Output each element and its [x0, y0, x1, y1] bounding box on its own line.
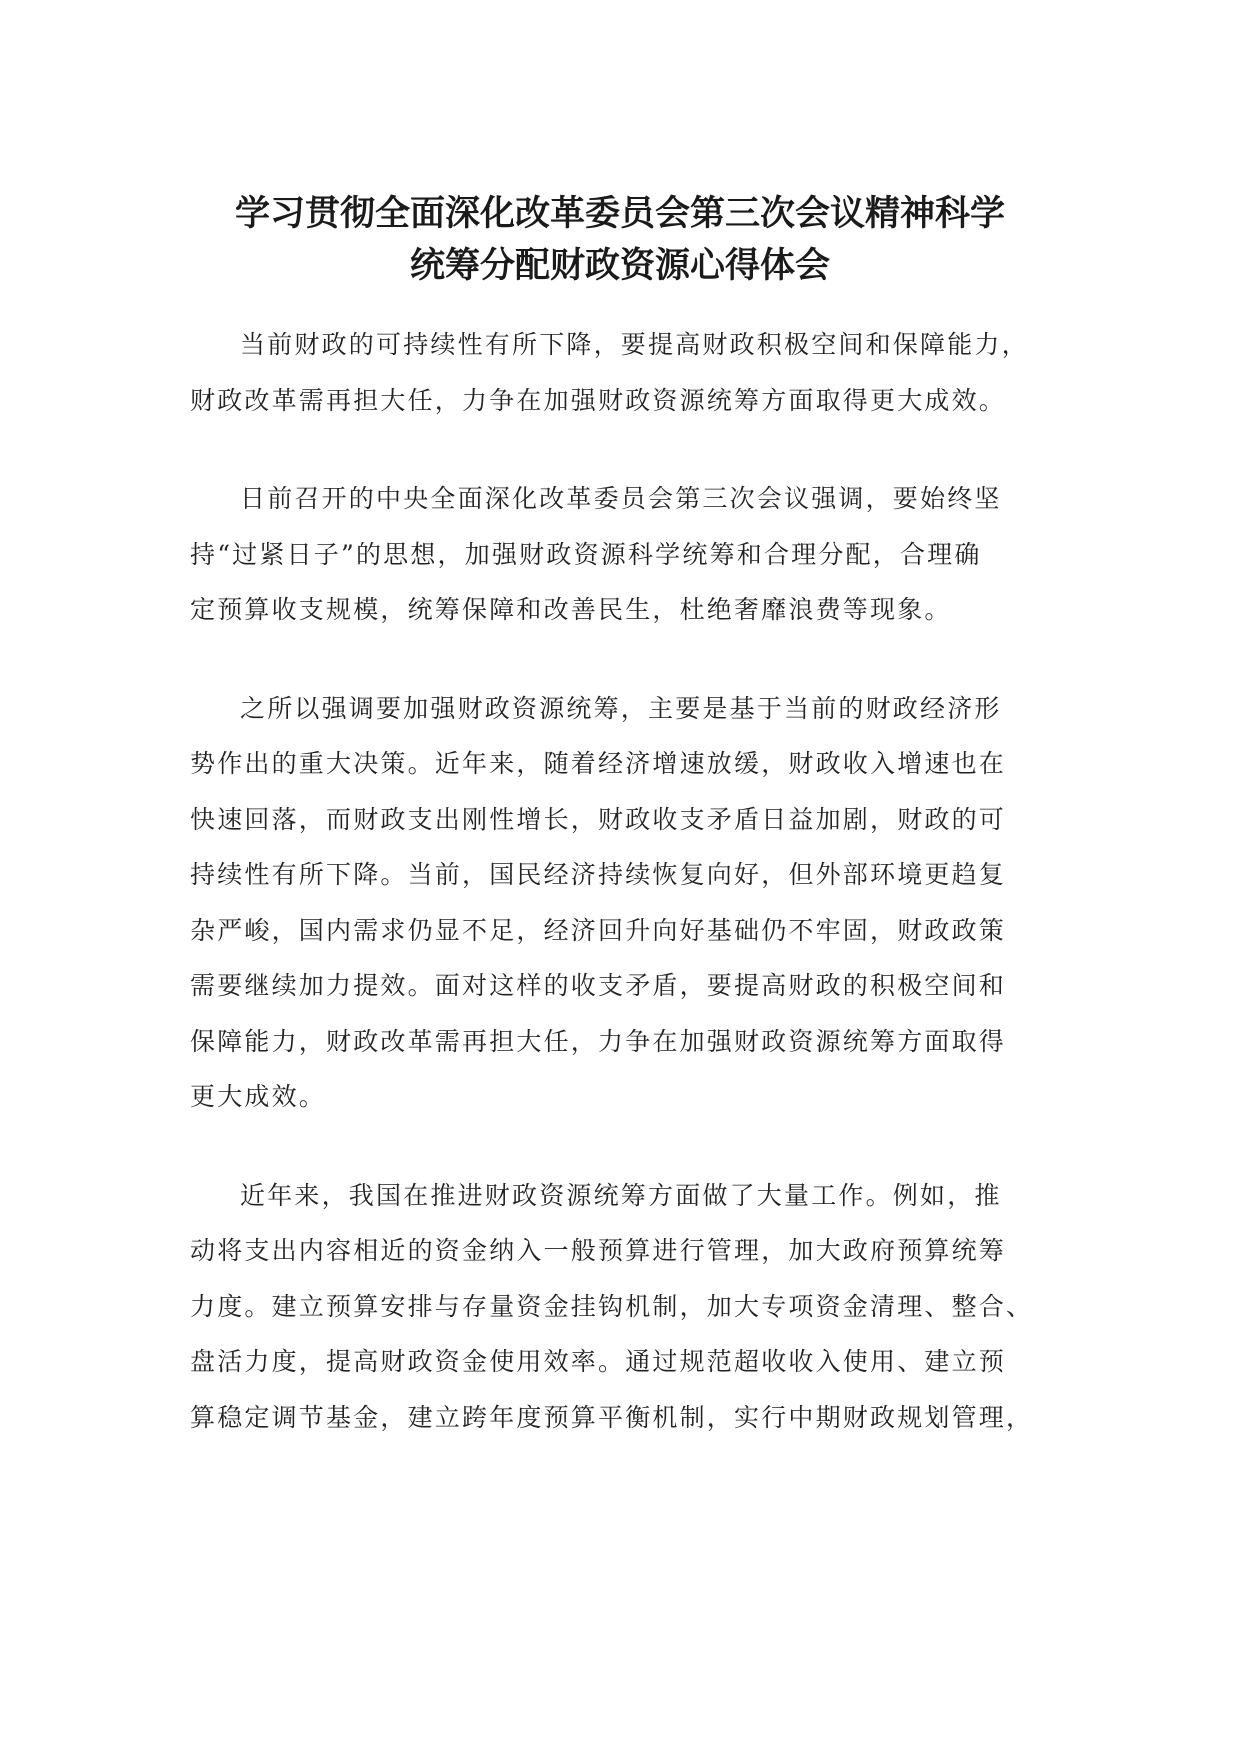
paragraph-line: 势作出的重大决策。近年来，随着经济增速放缓，财政收入增速也在 — [190, 749, 1007, 778]
title-line-2: 统筹分配财政资源心得体会 — [409, 246, 830, 286]
paragraph-line: 动将支出内容相近的资金纳入一般预算进行管理，加大政府预算统筹 — [190, 1236, 1007, 1265]
paragraph-line: 更大成效。 — [190, 1082, 327, 1111]
paragraph-line: 持“过紧日子”的思想，加强财政资源科学统筹和合理分配，合理确 — [190, 539, 982, 569]
title-line-1: 学习贯彻全面深化改革委员会第三次会议精神科学 — [234, 194, 1005, 234]
paragraph-line: 持续性有所下降。当前，国民经济持续恢复向好，但外部环境更趋复 — [190, 860, 1007, 889]
document-body — [190, 317, 1050, 1488]
paragraph-line: 需要继续加力提效。面对这样的收支矛盾，要提高财政的积极空间和 — [190, 971, 1007, 1000]
document-title — [190, 188, 1050, 292]
paragraph-line: 杂严峻，国内需求仍显不足，经济回升向好基础仍不牢固，财政政策 — [190, 915, 1007, 945]
paragraph-line: 算稳定调节基金，建立跨年度预算平衡机制，实行中期财政规划管理， — [190, 1402, 1034, 1432]
paragraph-2 — [190, 471, 1050, 638]
paragraph-line: 力度。建立预算安排与存量资金挂钩机制，加大专项资金清理、整合、 — [190, 1291, 1034, 1321]
paragraph-line: 盘活力度，提高财政资金使用效率。通过规范超收收入使用、建立预 — [190, 1347, 1007, 1376]
paragraph-3 — [190, 681, 1050, 1125]
paragraph-line: 日前召开的中央全面深化改革委员会第三次会议强调，要始终坚 — [240, 484, 1002, 513]
paragraph-line: 快速回落，而财政支出刚性增长，财政收支矛盾日益加剧，财政的可 — [190, 804, 1007, 834]
paragraph-line: 财政改革需再担大任，力争在加强财政资源统筹方面取得更大成效。 — [190, 385, 1007, 415]
paragraph-line: 之所以强调要加强财政资源统筹，主要是基于当前的财政经济形 — [240, 693, 1002, 723]
paragraph-4 — [190, 1168, 1050, 1446]
paragraph-1 — [190, 317, 1050, 428]
paragraph-line: 保障能力，财政改革需再担大任，力争在加强财政资源统筹方面取得 — [190, 1026, 1007, 1056]
paragraph-line: 定预算收支规模，统筹保障和改善民生，杜绝奢靡浪费等现象。 — [190, 595, 952, 624]
paragraph-line: 近年来，我国在推进财政资源统筹方面做了大量工作。例如，推 — [240, 1180, 1002, 1210]
paragraph-line: 当前财政的可持续性有所下降，要提高财政积极空间和保障能力， — [240, 330, 1029, 359]
